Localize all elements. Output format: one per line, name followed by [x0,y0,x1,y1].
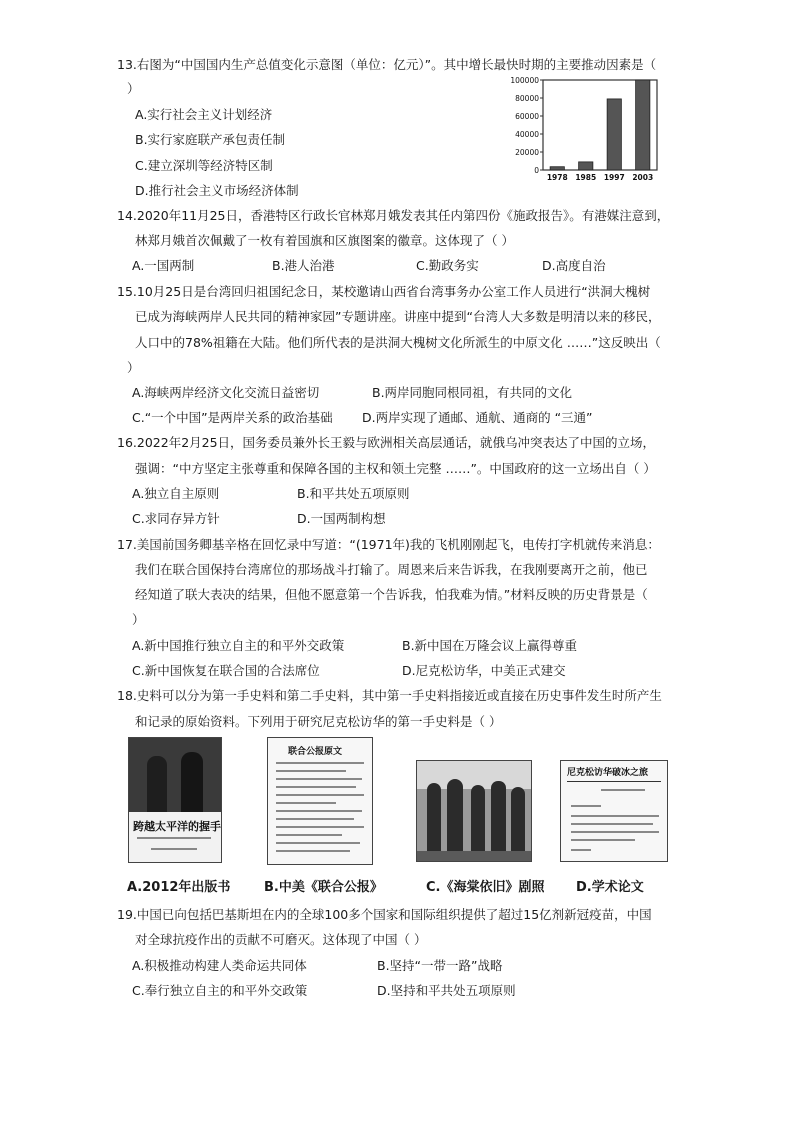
book-cover-title: 跨越太平洋的握手 [133,820,221,833]
bar-1978 [550,167,564,170]
q13-option-b[interactable]: B.实行家庭联产承包责任制 [135,132,286,147]
book-cover-image[interactable] [128,737,222,863]
q15-stem-line-1: 15.10月25日是台湾回归祖国纪念日，某校邀请山西省台湾事务办公室工作人员进行“洪洞大槐树 [117,284,651,299]
q18-stem-line-2: 和记录的原始资料。下列用于研究尼克松访华的第一手史料是（ ） [135,714,502,729]
bar-1985 [579,162,593,170]
y-tick-label: 100000 [510,76,539,85]
q17-option-b[interactable]: B.新中国在万隆会议上赢得尊重 [402,638,578,653]
q14-stem-line-1: 14.2020年11月25日，香港特区行政长官林郑月娥发表其任内第四份《施政报告》。有港媒注意到， [117,208,670,223]
q14-option-a[interactable]: A.一国两制 [132,258,195,273]
q18-caption-c[interactable]: C.《海棠依旧》剧照 [426,880,545,895]
q19-option-d[interactable]: D.坚持和平共处五项原则 [377,983,516,998]
doc-line [571,839,635,841]
academic-paper-image[interactable] [560,760,668,862]
q13-option-c[interactable]: C.建立深圳等经济特区制 [135,158,273,173]
q18-caption-d[interactable]: D.学术论文 [576,880,644,895]
person-figure [511,787,525,853]
x-tick-label: 1978 [546,173,568,182]
handshake-photo [129,738,221,812]
person-figure [447,779,463,853]
q13-option-d[interactable]: D.推行社会主义市场经济体制 [135,183,299,198]
doc-line [276,762,364,764]
doc-line [276,770,346,772]
doc-line [276,778,362,780]
y-tick-label: 60000 [515,112,539,121]
x-tick-label: 2003 [632,173,654,182]
doc-line [276,834,342,836]
communique-header: 联合公报原文 [288,747,343,757]
q16-stem-line-1: 16.2022年2月25日，国务委员兼外长王毅与欧洲相关高层通话，就俄乌冲突表达了中国的立场， [117,435,656,450]
q15-stem-line-2: 已成为海峡两岸人民共同的精神家园”专题讲座。讲座中提到“台湾人大多数是明清以来的移民， [135,309,661,324]
y-tick-label: 20000 [515,148,539,157]
q19-option-a[interactable]: A.积极推动构建人类命运共同体 [132,958,307,973]
doc-line [276,842,360,844]
cover-publisher-rule [151,848,197,850]
header-rule [567,781,661,782]
q13-option-a[interactable]: A.实行社会主义计划经济 [135,107,273,122]
q17-stem-line-2: 我们在联合国保持台湾席位的那场战斗打输了。周恩来后来告诉我，在我刚要离开之前，他已 [135,562,648,577]
gdp-bar-chart [503,74,663,186]
cover-subtitle-rule [137,837,211,839]
bar-2003 [636,80,650,170]
q15-option-b[interactable]: B.两岸同胞同根同祖，有共同的文化 [372,385,573,400]
q17-stem-line-3: 经知道了联大表决的结果，但他不愿意第一个告诉我，怕我难为情。”材料反映的历史背景是（ [135,587,648,602]
figure-left [147,756,167,812]
q14-option-d[interactable]: D.高度自治 [542,258,606,273]
bar-1997 [607,99,621,170]
q14-option-b[interactable]: B.港人治港 [272,258,335,273]
y-tick-label: 0 [534,166,539,175]
q18-caption-a[interactable]: A.2012年出版书 [127,880,231,895]
doc-line [571,805,601,807]
q15-option-c[interactable]: C.“一个中国”是两岸关系的政治基础 [132,410,333,425]
q16-option-b[interactable]: B.和平共处五项原则 [297,486,410,501]
y-tick-label: 40000 [515,130,539,139]
q16-option-c[interactable]: C.求同存异方针 [132,511,220,526]
doc-line [276,786,356,788]
ground-area [417,851,531,861]
q16-stem-line-2: 强调：“中方坚定主张尊重和保障各国的主权和领土完整 ……”。中国政府的这一立场出自（ ） [135,461,656,476]
doc-line [276,850,350,852]
figure-right [181,752,203,812]
doc-line [601,789,645,791]
q17-stem-line-1: 17.美国前国务卿基辛格在回忆录中写道：“(1971年)我的飞机刚刚起飞，电传打字机就传来消息： [117,537,660,552]
q17-option-d[interactable]: D.尼克松访华，中美正式建交 [402,663,566,678]
q16-option-d[interactable]: D.一国两制构想 [297,511,386,526]
q19-stem-line-2: 对全球抗疫作出的贡献不可磨灭。这体现了中国（ ） [135,932,427,947]
q19-stem-line-1: 19.中国已向包括巴基斯坦在内的全球100多个国家和国际组织提供了超过15亿剂新冠疫苗，中国 [117,907,652,922]
q17-option-a[interactable]: A.新中国推行独立自主的和平外交政策 [132,638,345,653]
q13-stem-line-1: 13.右图为“中国国内生产总值变化示意图（单位：亿元）”。其中增长最快时期的主要推动因素是（ [117,57,657,72]
q15-stem-line-3: 人口中的78%祖籍在大陆。他们所代表的是洪洞大槐树文化所派生的中原文化 ……”这反映出（ [135,335,661,350]
doc-line [276,794,364,796]
q15-option-a[interactable]: A.海峡两岸经济文化交流日益密切 [132,385,320,400]
q15-stem-line-4: ） [127,360,140,375]
q19-option-b[interactable]: B.坚持“一带一路”战略 [377,958,503,973]
doc-line [571,831,659,833]
q17-stem-line-4: ） [132,612,145,627]
person-figure [471,785,485,853]
q14-stem-line-2: 林郑月娥首次佩戴了一枚有着国旗和区旗图案的徽章。这体现了（ ） [135,233,514,248]
q18-stem-line-1: 18.史料可以分为第一手史料和第二手史料，其中第一手史料指接近或直接在历史事件发生时所产生 [117,688,662,703]
person-figure [491,781,506,853]
doc-line [571,815,659,817]
q18-caption-b[interactable]: B.中美《联合公报》 [264,880,383,895]
doc-line [571,849,591,851]
communique-image[interactable] [267,737,373,865]
paper-header: 尼克松访华破冰之旅 [567,768,649,778]
q17-option-c[interactable]: C.新中国恢复在联合国的合法席位 [132,663,320,678]
film-still-image[interactable] [416,760,532,862]
q13-stem-line-2: ） [127,81,140,96]
doc-line [276,818,354,820]
y-tick-label: 80000 [515,94,539,103]
q16-option-a[interactable]: A.独立自主原则 [132,486,220,501]
q14-option-c[interactable]: C.勤政务实 [416,258,479,273]
doc-line [276,826,364,828]
doc-line [276,802,336,804]
x-tick-label: 1985 [575,173,597,182]
doc-line [276,810,362,812]
q19-option-c[interactable]: C.奉行独立自主的和平外交政策 [132,983,308,998]
x-tick-label: 1997 [603,173,625,182]
person-figure [427,783,441,853]
doc-line [571,823,653,825]
q15-option-d[interactable]: D.两岸实现了通邮、通航、通商的 “三通” [362,410,593,425]
